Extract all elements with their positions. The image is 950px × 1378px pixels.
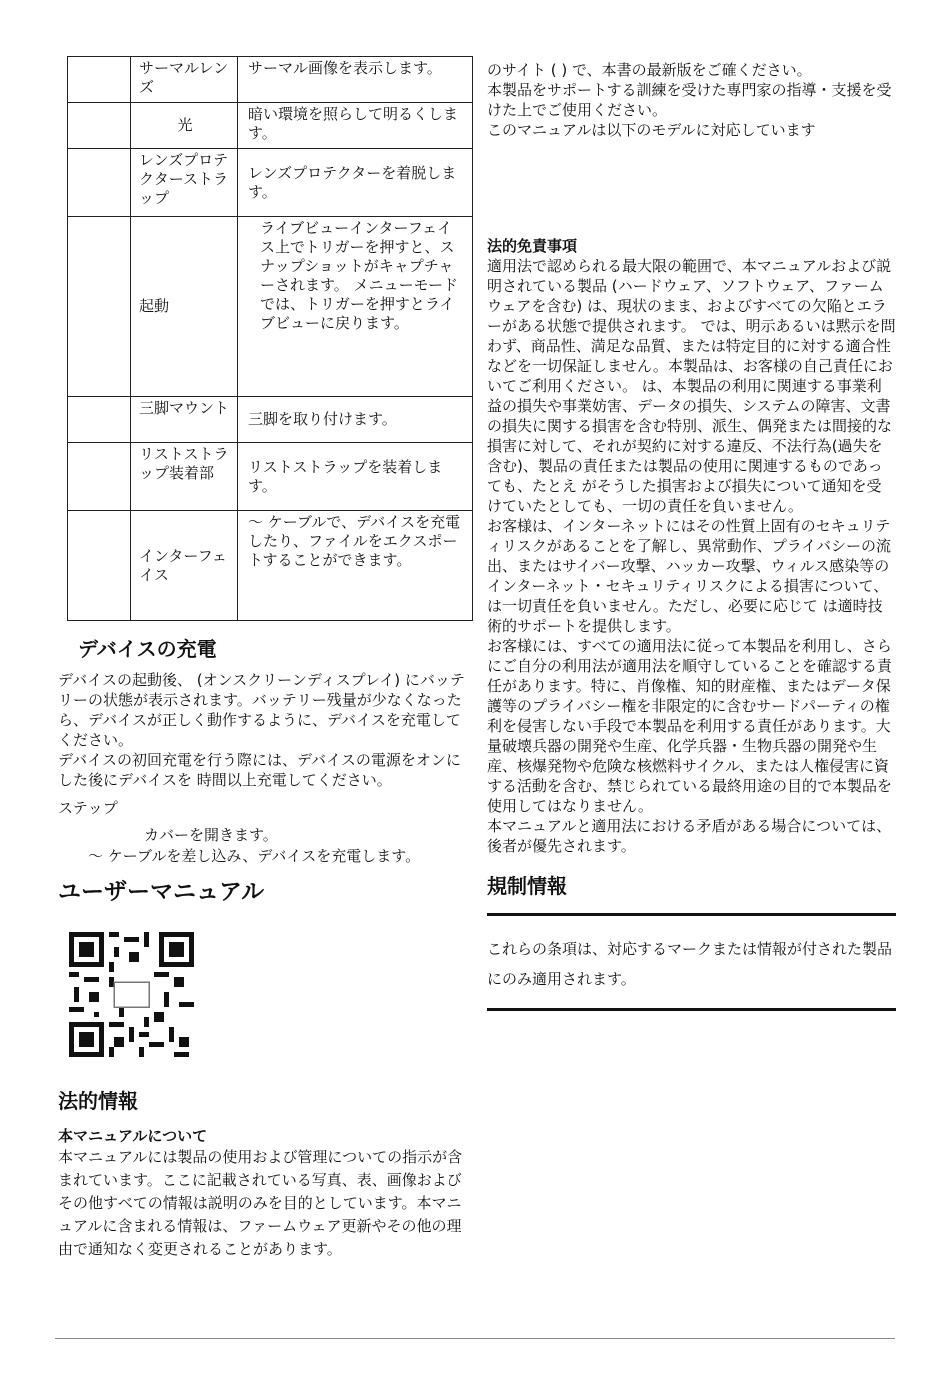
table-row	[68, 443, 473, 511]
part-function: 暗い環境を照らして明るくします。	[238, 103, 473, 149]
part-name: サーマルレンズ	[131, 57, 238, 103]
parts-table	[67, 56, 473, 621]
models-text: このマニュアルは以下のモデルに対応しています	[487, 121, 816, 139]
regulatory-text: これらの条項は、対応するマークまたは情報が付された製品にのみ適用されます。	[487, 940, 893, 988]
step-item: ～ ケーブルを差し込み、デバイスを充電します。	[88, 847, 421, 865]
compliance-text: お客様には、すべての適用法に従って本製品を利用し、さらにご自分の利用法が適用法を順守していることを確認する責任があります。特に、肖像権、知的財産権、またはデータ保護等のプライバシー権を非限定的に含むサードパーティの権利を侵害しない手段で本製品を利用する責任があります。大量破壊兵器の開発や生産、化学兵器・生物兵器の開発や生産、核爆発物や危険な核燃料サイクル、または人権侵害に資する活動を含む、禁じられている最終用途の目的で本製品を使用してはなりません。	[487, 637, 893, 815]
table-row	[68, 149, 473, 217]
part-function: リストストラップを装着します。	[238, 443, 473, 511]
right-column	[487, 60, 896, 1011]
table-cell	[68, 397, 131, 443]
part-function: 三脚を取り付けます。	[238, 397, 473, 443]
manual-heading: ユーザーマニュアル	[58, 879, 265, 905]
step-label: ステップ	[58, 799, 118, 817]
disclaimer-title: 法的免責事項	[487, 237, 578, 255]
part-function: サーマル画像を表示します。	[238, 57, 473, 103]
table-row	[68, 57, 473, 103]
section-divider	[487, 1008, 896, 1011]
part-name: 三脚マウント	[131, 397, 238, 443]
about-manual-text: 本マニュアルには製品の使用および管理についての指示が含まれています。ここに記載されている写真、表、画像およびその他すべての情報は説明のみを目的としています。本マニュアルに含まれる情報は、ファームウェア更新やその他の理由で通知なく変更されることがあります。	[58, 1148, 463, 1258]
table-row	[68, 511, 473, 621]
table-row	[68, 103, 473, 149]
support-text: 本製品をサポートする訓練を受けた専門家の指導・支援を受けた上でご使用ください。	[487, 81, 892, 119]
table-cell	[68, 217, 131, 397]
legal-heading: 法的情報	[58, 1089, 138, 1113]
table-cell	[68, 511, 131, 621]
footer-divider	[55, 1338, 895, 1339]
table-cell	[68, 443, 131, 511]
part-function: ～ ケーブルで、デバイスを充電したり、ファイルをエクスポートすることができます。	[238, 511, 473, 621]
table-cell	[68, 103, 131, 149]
charging-paragraph: デバイスの初回充電を行う際には、デバイスの電源をオンにした後にデバイスを 時間以上充電してください。	[58, 751, 461, 789]
internet-risk-text: お客様は、インターネットにはその性質上固有のセキュリティリスクがあることを了解し、異常動作、プライバシーの流出、またはサイバー攻撃、ハッカー攻撃、ウィルス感染等のインターネット・セキュリティリスクによる損害について、 は一切責任を負いません。ただし、必要に応じて は適時技術的サポートを提供します。	[487, 517, 891, 635]
table-cell	[68, 149, 131, 217]
part-name: 光	[131, 103, 238, 149]
step-item: カバーを開きます。	[144, 826, 278, 844]
part-name: リストストラップ装着部	[131, 443, 238, 511]
part-name: 起動	[131, 217, 238, 397]
conflict-text: 本マニュアルと適用法における矛盾がある場合については、後者が優先されます。	[487, 817, 892, 855]
section-divider	[487, 913, 896, 916]
part-function: レンズプロテクターを着脱します。	[238, 149, 473, 217]
about-manual-title: 本マニュアルについて	[58, 1127, 208, 1145]
part-function: ライブビューインターフェイス上でトリガーを押すと、スナップショットがキャプチャーされます。 メニューモードでは、トリガーを押すとライブビューに戻ります。	[238, 217, 473, 397]
qr-code-icon[interactable]	[69, 932, 194, 1057]
disclaimer-text: 適用法で認められる最大限の範囲で、本マニュアルおよび説明されている製品 (ハードウェア、ソフトウェア、ファームウェアを含む) は、現状のまま、およびすべての欠陥とエラーがある状態で提供されます。 では、明示あるいは黙示を問わず、商品性、満足な品質、または特定目的に対する適合性などを一切保証しません。本製品は、お客様の自己責任においてご利用ください。 は、本製品の利用に関連する事業利益の損失や事業妨害、データの損失、システムの障害、文書の損失に関する損害を含む特別、派生、偶発または間接的な損害に対して、それが契約に対する違反、不法行為(過失を含む)、製品の責任または製品の使用に関連するものであっても、たとえ がそうした損害および損失について通知を受けていたとしても、一切の責任を負いません。	[487, 257, 896, 515]
left-column	[58, 56, 474, 1261]
charging-paragraph: デバイスの起動後、 (オンスクリーンディスプレイ) にバッテリーの状態が表示されます。バッテリー残量が少なくなったら、デバイスが正しく動作するように、デバイスを充電してください。	[58, 671, 465, 749]
model-list	[487, 140, 896, 236]
charging-heading: デバイスの充電	[78, 637, 217, 661]
table-cell	[68, 57, 131, 103]
table-row	[68, 217, 473, 397]
latest-version-text: のサイト ( ) で、本書の最新版をご確ください。	[487, 61, 812, 79]
table-row	[68, 397, 473, 443]
part-name: インターフェイス	[131, 511, 238, 621]
regulatory-heading: 規制情報	[487, 874, 567, 898]
part-name: レンズプロテクターストラップ	[131, 149, 238, 217]
